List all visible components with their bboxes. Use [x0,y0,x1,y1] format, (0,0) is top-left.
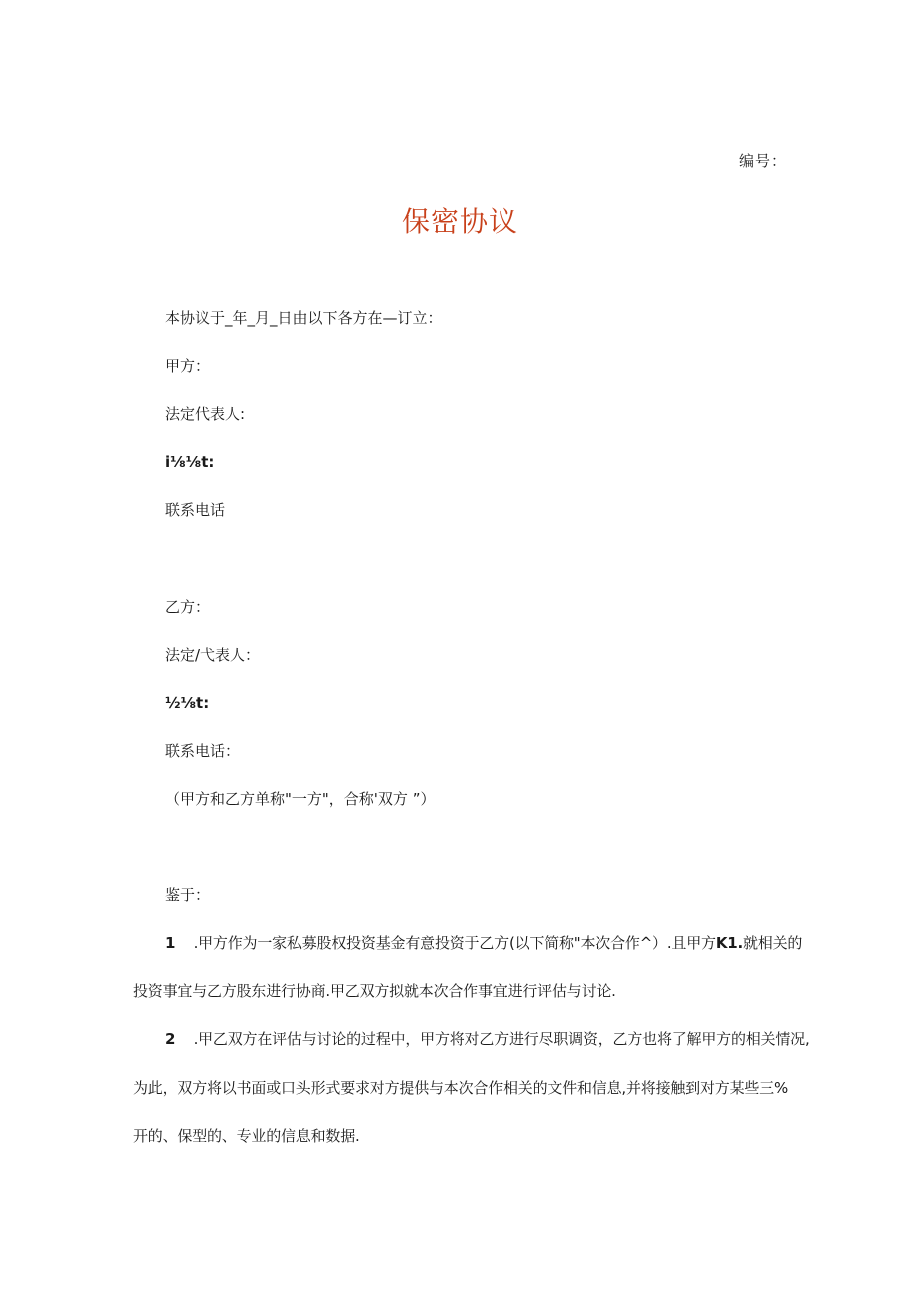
document-number-label: 编号： [738,152,787,170]
clause-1-line-2: 投资事宜与乙方股东进行协商.甲乙双方拟就本次合作事宜进行评估与讨论. [133,982,616,1000]
party-a-label: 甲方： [165,357,211,375]
clause-1-line-1 [165,933,803,953]
clause-1-text-a: .甲方作为一家私募股权投资基金有意投资于乙方(以下简称"本次合作^）.且甲方 [189,934,716,952]
party-b-label: 乙方： [165,598,211,616]
party-a-address: i⅛⅛t: [165,453,215,471]
clause-2-line-2: 为此，双方将以书面或口头形式要求对方提供与本次合作相关的文件和信息,并将接触到对方某些三% [133,1079,789,1097]
parties-note: （甲方和乙方单称"一方"，合称'双方 ”） [165,790,436,808]
party-a-phone: 联系电话 [165,501,226,519]
clause-1-number: 1 [165,934,176,952]
clause-2-text-a: .甲乙双方在评估与讨论的过程中，甲方将对乙方进行尽职调资，乙方也将了解甲方的相关情况, [189,1030,810,1048]
party-b-phone: 联系电话： [165,742,241,760]
whereas-heading: 鉴于： [165,886,211,904]
clause-1-text-b: 就相关的 [743,934,803,952]
clause-2-line-3: 开的、保型的、专业的信息和数据. [133,1127,360,1145]
party-b-representative: 法定/弋表人： [165,646,261,664]
clause-2-line-1 [165,1029,810,1049]
clause-1-bold-mark: K1. [715,934,743,952]
document-title: 保密协议 [401,205,518,238]
intro-line: 本协议于_年_月_日由以下各方在—订立： [165,309,443,327]
party-a-representative: 法定代表人: [165,405,246,423]
clause-2-number: 2 [165,1030,176,1048]
party-b-address: ½⅛t: [165,694,210,712]
